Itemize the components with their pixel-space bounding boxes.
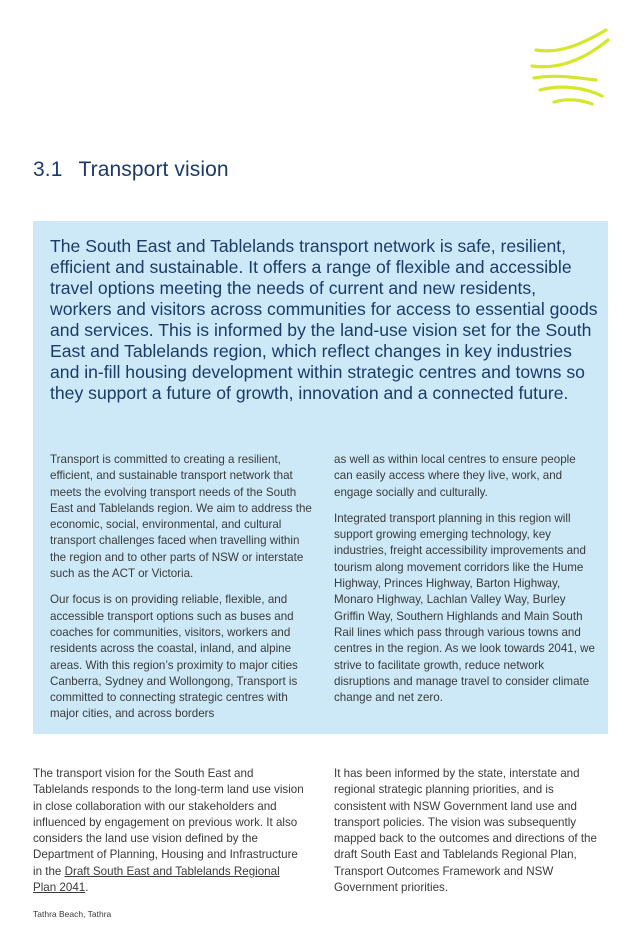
paragraph: as well as within local centres to ensure people can easily access where they live, work, and engage socially and culturally.	[334, 453, 576, 499]
box-right-column	[334, 452, 596, 716]
vision-statement: The South East and Tablelands transport network is safe, resilient, efficient and sustainable. It offers a range of flexible and accessible travel options meeting the needs of current and new residents, workers and visitors across communities for access to essential goods and services. This is informed by the land-use vision set for the South East and Tablelands region, which reflect changes in key industries and in-fill housing development within strategic centres and towns so they support a future of growth, innovation and a connected future.	[50, 236, 598, 403]
body-left-column	[33, 766, 305, 906]
body-right-column	[334, 766, 606, 906]
paragraph: Our focus is on providing reliable, flexible, and accessible transport options such as buses and coaches for communities, visitors, workers and residents across the coastal, inland, and alpine areas. With this region’s proximity to major cities Canberra, Sydney and Wollongong, Transport is committed to connecting strategic centres with major cities, and across borders	[50, 593, 298, 721]
paragraph: Transport is committed to creating a resilient, efficient, and sustainable transport network that meets the evolving transport needs of the South East and Tablelands region. We aim to address the economic, social, environmental, and cultural transport challenges faced when travelling within the region and to other parts of NSW or interstate such as the ACT or Victoria.	[50, 453, 312, 581]
section-number: 3.1	[33, 158, 63, 181]
photo-caption: Tathra Beach, Tathra	[33, 909, 112, 919]
regional-plan-link[interactable]: Draft South East and Tablelands Regional Plan 2041	[33, 864, 280, 895]
section-title: Transport vision	[78, 158, 229, 181]
paragraph: The transport vision for the South East and Tablelands responds to the long-term land use vision in close collaboration with our stakeholders and influenced by engagement on previous work. It also considers the land use vision defined by the Department of Planning, Housing and Infrastructure in the Draft South East and Tablelands Regional Plan 2041.	[33, 767, 304, 895]
paragraph: Integrated transport planning in this region will support growing emerging technology, key industries, freight accessibility improvements and tourism along movement corridors like the Hume Highway, Princes Highway, Barton Highway, Monaro Highway, Lachlan Valley Way, Burley Griffin Way, Southern Highlands and Main South Rail lines which pass through various towns and centres in the region. As we look towards 2041, we strive to facilitate growth, reduce network disruptions and manage travel to consider climate change and net zero.	[334, 511, 596, 705]
paragraph: It has been informed by the state, interstate and regional strategic planning priorities, and is consistent with NSW Government land use and transport policies. The vision was subsequently mapped back to the outcomes and directions of the draft South East and Tablelands Regional Plan, Transport Outcomes Framework and NSW Government priorities.	[334, 767, 597, 895]
wave-lines-icon	[526, 24, 612, 110]
section-heading	[33, 158, 229, 182]
box-left-column	[50, 452, 312, 733]
